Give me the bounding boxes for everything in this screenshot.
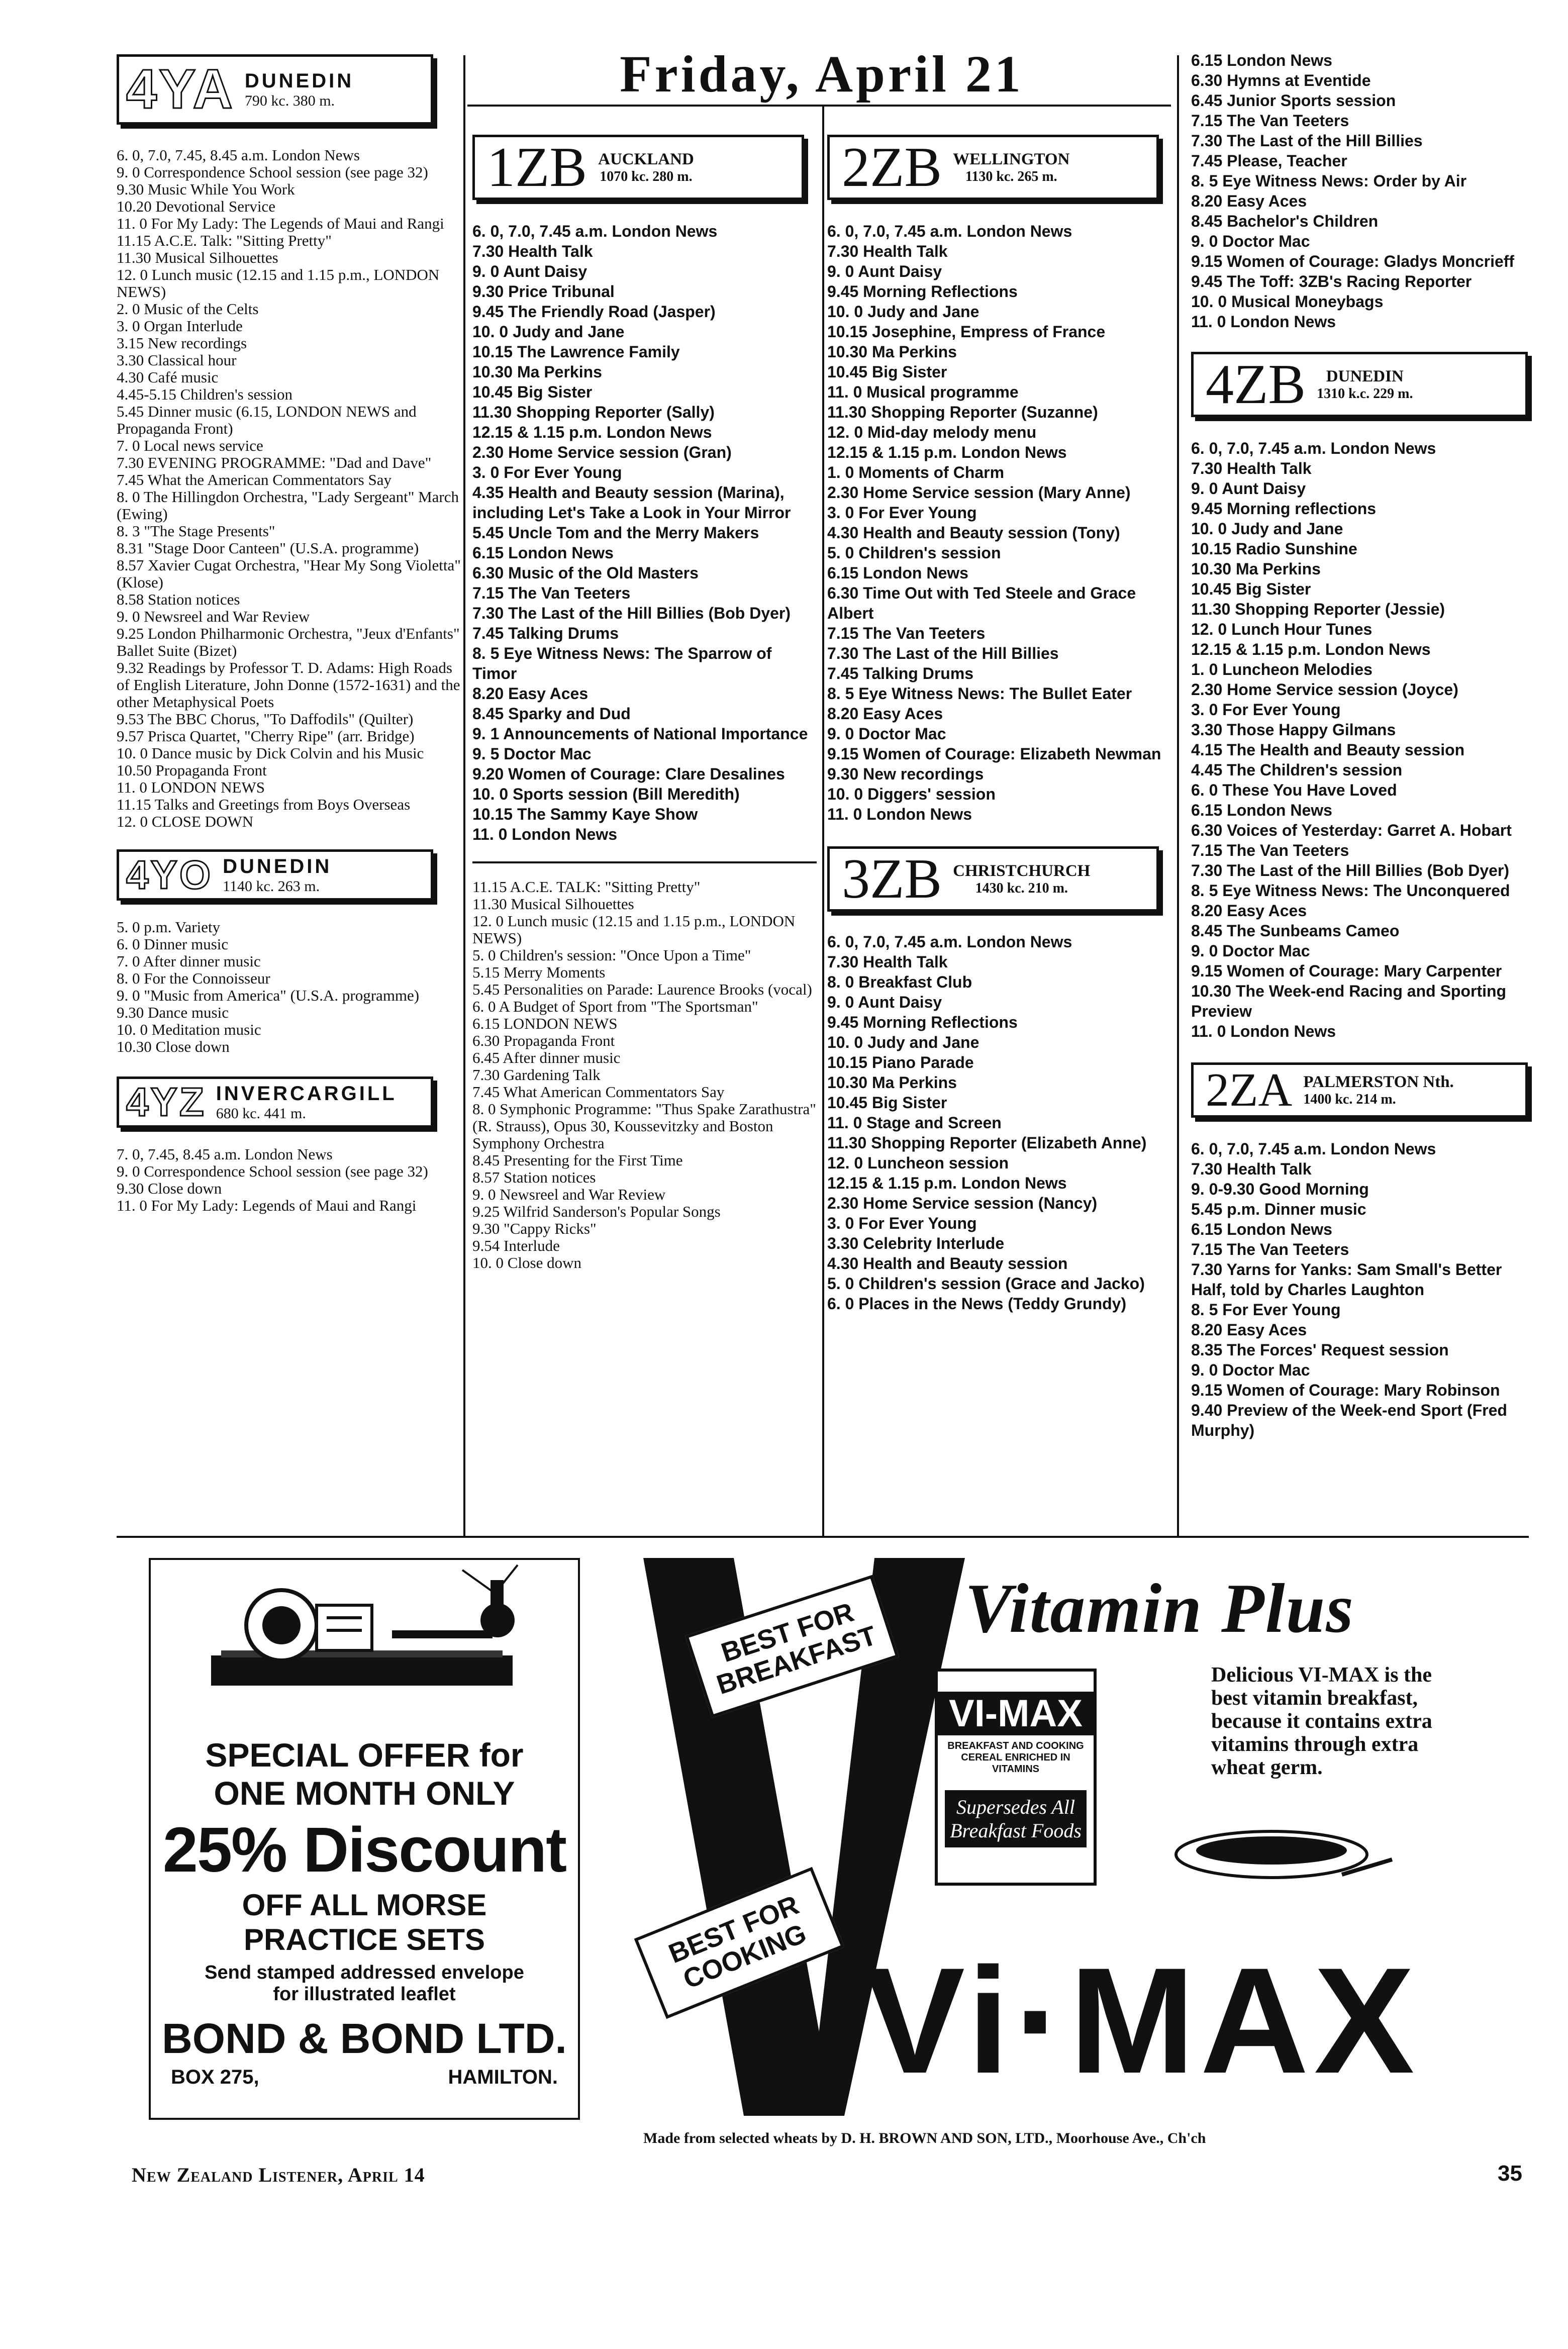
station-call: 4ZB <box>1206 353 1306 416</box>
program-item: 8. 5 Eye Witness News: The Unconquered <box>1191 882 1510 900</box>
program-item: 11.30 Musical Silhouettes <box>117 249 278 266</box>
column-2zb <box>827 135 1174 1314</box>
program-list-4zb <box>1191 438 1538 1041</box>
station-call: 2ZB <box>842 136 942 199</box>
program-item: 9.30 "Cappy Ricks" <box>472 1220 597 1237</box>
station-call: 1ZB <box>487 136 587 199</box>
program-item: 3. 0 For Ever Young <box>827 1214 977 1232</box>
program-item: 9.25 Wilfrid Sanderson's Popular Songs <box>472 1203 721 1220</box>
program-item: 5.45 p.m. Dinner music <box>1191 1200 1366 1218</box>
cereal-bowl-illustration <box>1171 1824 1397 1905</box>
program-item: 7.30 Gardening Talk <box>472 1066 601 1084</box>
program-item: 12. 0 CLOSE DOWN <box>117 813 254 830</box>
program-item: 10.20 Devotional Service <box>117 198 275 215</box>
program-item: 7.15 The Van Teeters <box>472 584 631 602</box>
program-item: 9. 0 Newsreel and War Review <box>472 1186 666 1203</box>
program-item: 6. 0, 7.0, 7.45 a.m. London News <box>472 222 718 240</box>
station-freq: 1430 kc. 210 m. <box>975 880 1068 896</box>
program-item: 10. 0 Judy and Jane <box>827 1033 979 1051</box>
program-item: 8.45 Sparky and Dud <box>472 705 631 723</box>
program-item: 10.15 The Lawrence Family <box>472 343 680 361</box>
program-list-2za <box>1191 1139 1538 1440</box>
program-item: 6. 0 Dinner music <box>117 935 229 953</box>
program-item: 11.30 Shopping Reporter (Elizabeth Anne) <box>827 1134 1147 1152</box>
program-item: 11. 0 LONDON NEWS <box>117 778 265 796</box>
program-item: 10. 0 Musical Moneybags <box>1191 292 1384 311</box>
program-item: 7.30 The Last of the Hill Billies (Bob Dyer) <box>472 604 791 622</box>
program-item: 7.15 The Van Teeters <box>1191 841 1349 859</box>
program-item: 6.15 London News <box>1191 1220 1332 1238</box>
program-item: 8.45 The Sunbeams Cameo <box>1191 922 1400 940</box>
station-city: DUNEDIN <box>1326 367 1404 385</box>
program-item: 12. 0 Lunch music (12.15 and 1.15 p.m., LONDON NEWS) <box>472 912 796 947</box>
program-item: 6. 0, 7.0, 7.45 a.m. London News <box>1191 1140 1436 1158</box>
box-script: Supersedes All Breakfast Foods <box>945 1790 1087 1847</box>
program-item: 2.30 Home Service session (Joyce) <box>1191 680 1458 699</box>
program-item: 10.45 Big Sister <box>827 363 947 381</box>
program-item: 12. 0 Lunch music (12.15 and 1.15 p.m., LONDON NEWS) <box>117 266 440 301</box>
program-item: 5.45 Dinner music (6.15, LONDON NEWS and Propaganda Front) <box>117 403 417 437</box>
program-item: 8.20 Easy Aces <box>1191 1321 1307 1339</box>
program-item: 9.45 Morning Reflections <box>827 1013 1018 1031</box>
program-item: 12.15 & 1.15 p.m. London News <box>1191 640 1431 658</box>
program-item: 8. 0 Breakfast Club <box>827 973 972 991</box>
program-item: 7.30 EVENING PROGRAMME: "Dad and Dave" <box>117 454 432 471</box>
program-list-2zb <box>827 221 1174 824</box>
program-item: 5. 0 Children's session <box>827 544 1001 562</box>
program-item: 7.15 The Van Teeters <box>1191 1240 1349 1258</box>
ad-discount: 25% Discount <box>162 1814 566 1885</box>
column-rule <box>822 106 824 1538</box>
program-item: 7.30 Health Talk <box>472 242 593 260</box>
program-item: 7.15 The Van Teeters <box>827 624 986 642</box>
program-item: 11.30 Shopping Reporter (Suzanne) <box>827 403 1098 421</box>
badge-cooking-text: BEST FOR COOKING <box>664 1890 811 1995</box>
program-item: 9. 0 "Music from America" (U.S.A. programme) <box>117 987 420 1004</box>
program-item: 9. 0 Doctor Mac <box>1191 232 1310 250</box>
program-item: 11.15 A.C.E. TALK: "Sitting Pretty" <box>472 878 701 896</box>
program-item: 9. 0 Correspondence School session (see page 32) <box>117 163 428 181</box>
program-item: 6.15 London News <box>1191 51 1332 69</box>
program-item: 10.30 Close down <box>117 1038 230 1055</box>
program-item: 7.45 What the American Commentators Say <box>117 471 391 488</box>
program-list-2zb-cont <box>1191 50 1538 332</box>
program-item: 10.45 Big Sister <box>1191 580 1311 598</box>
program-item: 10.30 Ma Perkins <box>827 1073 957 1092</box>
program-item: 6.15 London News <box>827 564 968 582</box>
program-item: 5.45 Uncle Tom and the Merry Makers <box>472 524 759 542</box>
program-item: 4.30 Health and Beauty session <box>827 1254 1068 1273</box>
section-rule <box>472 861 817 863</box>
program-item: 11.30 Shopping Reporter (Sally) <box>472 403 715 421</box>
column-4ya <box>117 54 463 1214</box>
station-freq: 1070 kc. 280 m. <box>600 168 693 184</box>
program-item: 7.30 The Last of the Hill Billies <box>1191 132 1423 150</box>
ad-line: for illustrated leaflet <box>273 1984 456 2005</box>
program-item: 7. 0, 7.45, 8.45 a.m. London News <box>117 1145 333 1163</box>
program-item: 3. 0 Organ Interlude <box>117 317 243 335</box>
program-item: 6.45 After dinner music <box>472 1049 621 1066</box>
title-rule <box>467 105 1171 107</box>
program-item: 11.15 A.C.E. Talk: "Sitting Pretty" <box>117 232 332 249</box>
morse-advertisement <box>149 1558 580 2120</box>
program-item: 10.30 The Week-end Racing and Sporting Preview <box>1191 982 1507 1020</box>
program-item: 8.35 The Forces' Request session <box>1191 1341 1449 1359</box>
station-header-4yz <box>117 1076 433 1128</box>
station-header-4zb <box>1191 352 1528 417</box>
program-item: 7.30 Health Talk <box>1191 1160 1312 1178</box>
program-item: 8.20 Easy Aces <box>1191 902 1307 920</box>
program-item: 7.30 Yarns for Yanks: Sam Small's Better Half, told by Charles Laughton <box>1191 1260 1502 1299</box>
program-item: 5.45 Personalities on Parade: Laurence Brooks (vocal) <box>472 981 812 998</box>
program-item: 4.30 Café music <box>117 368 219 386</box>
box-sub: BREAKFAST AND COOKING CEREAL ENRICHED IN VITAMINS <box>947 1740 1084 1775</box>
program-item: 6. 0 These You Have Loved <box>1191 781 1397 799</box>
station-header-2zb <box>827 135 1159 200</box>
program-item: 10.30 Ma Perkins <box>827 343 957 361</box>
box-brand: VI-MAX <box>938 1692 1094 1735</box>
program-item: 6.30 Time Out with Ted Steele and Grace Albert <box>827 584 1136 622</box>
program-list-1zb <box>472 221 817 844</box>
program-item: 10.15 Josephine, Empress of France <box>827 323 1106 341</box>
ad-copy: Delicious VI-MAX is the best vitamin breakfast, because it contains extra vitamins through extra wheat germ. <box>1211 1663 1432 1779</box>
program-list-4yo <box>117 919 463 1055</box>
program-item: 3. 0 For Ever Young <box>827 504 977 522</box>
program-item: 12. 0 Lunch Hour Tunes <box>1191 620 1373 638</box>
program-item: 8.45 Bachelor's Children <box>1191 212 1379 230</box>
program-item: 9. 0 Aunt Daisy <box>1191 479 1306 498</box>
program-item: 9. 0 Aunt Daisy <box>827 262 942 280</box>
ad-company: BOND & BOND LTD. <box>162 2015 567 2062</box>
program-item: 10. 0 Dance music by Dick Colvin and his Music <box>117 744 424 762</box>
station-header-3zb <box>827 846 1159 912</box>
program-item: 11. 0 London News <box>1191 1022 1336 1040</box>
program-item: 9. 0 Aunt Daisy <box>827 993 942 1011</box>
program-item: 10. 0 Judy and Jane <box>1191 520 1343 538</box>
program-item: 10. 0 Sports session (Bill Meredith) <box>472 785 740 803</box>
program-item: 9.45 The Friendly Road (Jasper) <box>472 303 716 321</box>
station-call: 4YO <box>126 852 213 897</box>
program-item: 7.30 Health Talk <box>1191 459 1312 477</box>
column-1zb <box>472 135 817 1271</box>
station-header-1zb <box>472 135 804 200</box>
program-list-4yz <box>117 1146 463 1214</box>
program-item: 6.15 LONDON NEWS <box>472 1015 618 1032</box>
cereal-box <box>935 1669 1097 1886</box>
program-item: 7.45 Talking Drums <box>472 624 619 642</box>
badge-breakfast-text: BEST FOR BREAKFAST <box>713 1597 880 1701</box>
program-item: 6. 0 Places in the News (Teddy Grundy) <box>827 1295 1127 1313</box>
program-item: 9.40 Preview of the Week-end Sport (Fred Murphy) <box>1191 1401 1507 1439</box>
program-item: 2. 0 Music of the Celts <box>117 300 259 318</box>
program-item: 6.30 Hymns at Eventide <box>1191 71 1371 89</box>
program-item: 5. 0 p.m. Variety <box>117 918 221 936</box>
program-item: 1. 0 Luncheon Melodies <box>1191 660 1373 678</box>
program-item: 9. 0 Correspondence School session (see page 32) <box>117 1162 428 1180</box>
program-item: 6.30 Music of the Old Masters <box>472 564 699 582</box>
program-item: 7. 0 After dinner music <box>117 952 261 970</box>
program-item: 2.30 Home Service session (Gran) <box>472 443 732 461</box>
program-item: 9.15 Women of Courage: Mary Robinson <box>1191 1381 1500 1399</box>
program-item: 6. 0, 7.0, 7.45 a.m. London News <box>827 933 1072 951</box>
program-item: 9.15 Women of Courage: Elizabeth Newman <box>827 745 1161 763</box>
program-item: 9.30 Price Tribunal <box>472 282 615 301</box>
program-item: 6. 0, 7.0, 7.45, 8.45 a.m. London News <box>117 146 360 164</box>
program-item: 9.25 London Philharmonic Orchestra, "Jeux d'Enfants" Ballet Suite (Bizet) <box>117 625 460 659</box>
program-item: 4.35 Health and Beauty session (Marina), including Let's Take a Look in Your Mirror <box>472 483 791 522</box>
program-item: 4.45-5.15 Children's session <box>117 385 293 403</box>
station-city: DUNEDIN <box>244 69 354 92</box>
program-item: 9.30 Dance music <box>117 1004 229 1021</box>
program-item: 11. 0 London News <box>1191 313 1336 331</box>
program-item: 7.45 Talking Drums <box>827 664 974 682</box>
program-item: 7.30 The Last of the Hill Billies <box>827 644 1059 662</box>
program-item: 7. 0 Local news service <box>117 437 263 454</box>
program-item: 8.45 Presenting for the First Time <box>472 1151 683 1169</box>
program-item: 1. 0 Moments of Charm <box>827 463 1005 481</box>
program-item: 3.30 Those Happy Gilmans <box>1191 721 1396 739</box>
program-item: 10. 0 Diggers' session <box>827 785 996 803</box>
program-item: 9.15 Women of Courage: Gladys Moncrieff <box>1191 252 1515 270</box>
program-item: 11. 0 For My Lady: The Legends of Maui and Rangi <box>117 215 444 232</box>
program-item: 6. 0, 7.0, 7.45 a.m. London News <box>827 222 1072 240</box>
program-item: 10.30 Ma Perkins <box>1191 560 1321 578</box>
program-item: 3.30 Celebrity Interlude <box>827 1234 1005 1252</box>
program-item: 6. 0, 7.0, 7.45 a.m. London News <box>1191 439 1436 457</box>
program-item: 10. 0 Judy and Jane <box>472 323 625 341</box>
program-item: 2.30 Home Service session (Nancy) <box>827 1194 1098 1212</box>
ad-line: PRACTICE SETS <box>243 1923 485 1956</box>
program-item: 9.32 Readings by Professor T. D. Adams: High Roads of English Literature, John Donne (1572-1631) and the other Metaphysical Poets <box>117 659 460 711</box>
ad-line: OFF ALL MORSE <box>242 1888 487 1922</box>
ad-town: HAMILTON. <box>448 2066 558 2088</box>
program-item: 6.45 Junior Sports session <box>1191 91 1396 110</box>
station-freq: 1310 k.c. 229 m. <box>1317 385 1413 402</box>
program-item: 9. 0 Doctor Mac <box>827 725 946 743</box>
program-item: 4.30 Health and Beauty session (Tony) <box>827 524 1120 542</box>
page-title: Friday, April 21 <box>620 45 1024 103</box>
program-item: 10.15 The Sammy Kaye Show <box>472 805 698 823</box>
station-header-4yo <box>117 849 433 901</box>
program-item: 9.30 Music While You Work <box>117 180 295 198</box>
program-item: 5. 0 Children's session (Grace and Jacko) <box>827 1275 1145 1293</box>
program-item: 10. 0 Meditation music <box>117 1021 261 1038</box>
program-item: 9.54 Interlude <box>472 1237 560 1254</box>
program-list-4ya-cont <box>472 878 817 1271</box>
publication-name: New Zealand Listener, April 14 <box>132 2164 425 2186</box>
program-item: 11.30 Shopping Reporter (Jessie) <box>1191 600 1445 618</box>
column-4zb <box>1191 50 1538 1440</box>
program-item: 9. 0-9.30 Good Morning <box>1191 1180 1369 1198</box>
program-item: 8. 5 For Ever Young <box>1191 1301 1341 1319</box>
program-item: 8. 0 Symphonic Programme: "Thus Spake Zarathustra" (R. Strauss), Opus 30, Koussevitzky and Boston Symphony Orchestra <box>472 1100 816 1152</box>
program-item: 4.45 The Children's session <box>1191 761 1403 779</box>
program-list-3zb <box>827 932 1174 1314</box>
program-item: 9.53 The BBC Chorus, "To Daffodils" (Quilter) <box>117 710 414 728</box>
program-item: 6. 0 A Budget of Sport from "The Sportsman" <box>472 998 758 1015</box>
station-city: AUCKLAND <box>598 150 694 168</box>
program-item: 8.20 Easy Aces <box>827 705 943 723</box>
program-item: 7.45 What American Commentators Say <box>472 1083 725 1101</box>
program-item: 5.15 Merry Moments <box>472 963 606 981</box>
program-item: 3. 0 For Ever Young <box>472 463 622 481</box>
program-item: 9.45 Morning Reflections <box>827 282 1018 301</box>
program-item: 8. 5 Eye Witness News: The Bullet Eater <box>827 684 1132 703</box>
program-item: 7.30 Health Talk <box>827 242 948 260</box>
program-item: 9. 0 Doctor Mac <box>1191 942 1310 960</box>
program-item: 11. 0 Stage and Screen <box>827 1114 1002 1132</box>
program-item: 9.57 Prisca Quartet, "Cherry Ripe" (arr. Bridge) <box>117 727 415 745</box>
station-header-4ya <box>117 54 433 125</box>
program-item: 11. 0 For My Lady: Legends of Maui and Rangi <box>117 1197 417 1214</box>
column-rule <box>463 55 465 1538</box>
column-rule <box>1177 55 1179 1538</box>
program-item: 9.30 New recordings <box>827 765 984 783</box>
program-item: 7.45 Please, Teacher <box>1191 152 1347 170</box>
station-call: 2ZA <box>1206 1064 1293 1116</box>
program-item: 6.30 Voices of Yesterday: Garret A. Hobart <box>1191 821 1512 839</box>
program-item: 10.15 Piano Parade <box>827 1053 974 1071</box>
program-item: 3.15 New recordings <box>117 334 247 352</box>
program-item: 10.45 Big Sister <box>827 1094 947 1112</box>
station-call: 4YZ <box>126 1080 206 1124</box>
station-freq: 1130 kc. 265 m. <box>965 168 1057 184</box>
program-item: 7.15 The Van Teeters <box>1191 112 1349 130</box>
ad-footer: Made from selected wheats by D. H. BROWN AND SON, LTD., Moorhouse Ave., Ch'ch <box>643 2130 1206 2146</box>
program-item: 8. 0 The Hillingdon Orchestra, "Lady Sergeant" March (Ewing) <box>117 488 459 523</box>
program-item: 7.30 The Last of the Hill Billies (Bob Dyer) <box>1191 861 1510 879</box>
station-city: CHRISTCHURCH <box>953 861 1091 880</box>
program-item: 8. 5 Eye Witness News: Order by Air <box>1191 172 1467 190</box>
station-city: DUNEDIN <box>223 855 332 877</box>
program-item: 10.15 Radio Sunshine <box>1191 540 1357 558</box>
ad-box: BOX 275, <box>171 2066 259 2088</box>
program-item: 11. 0 London News <box>472 825 618 843</box>
program-item: 4.15 The Health and Beauty session <box>1191 741 1465 759</box>
station-freq: 680 kc. 441 m. <box>216 1105 306 1122</box>
program-item: 8.57 Station notices <box>472 1168 596 1186</box>
program-item: 12.15 & 1.15 p.m. London News <box>827 1174 1067 1192</box>
program-item: 8.20 Easy Aces <box>472 684 589 703</box>
program-item: 8. 5 Eye Witness News: The Sparrow of Timor <box>472 644 772 682</box>
program-item: 8.58 Station notices <box>117 591 240 608</box>
ad-line: Send stamped addressed envelope <box>205 1962 524 1983</box>
program-item: 3.30 Classical hour <box>117 351 237 369</box>
station-freq: 1400 kc. 214 m. <box>1303 1091 1396 1107</box>
program-item: 10. 0 Close down <box>472 1254 581 1271</box>
program-item: 8.20 Easy Aces <box>1191 192 1307 210</box>
program-item: 5. 0 Children's session: "Once Upon a Time" <box>472 946 751 964</box>
program-item: 9.45 Morning reflections <box>1191 500 1377 518</box>
program-item: 10.50 Propaganda Front <box>117 761 267 779</box>
program-item: 9. 1 Announcements of National Importance <box>472 725 808 743</box>
vimax-logo: Vi·MAX <box>864 1936 1420 2105</box>
program-item: 11.15 Talks and Greetings from Boys Overseas <box>117 796 411 813</box>
program-item: 12.15 & 1.15 p.m. London News <box>827 443 1067 461</box>
program-item: 2.30 Home Service session (Mary Anne) <box>827 483 1131 502</box>
program-item: 9. 5 Doctor Mac <box>472 745 592 763</box>
page-rule <box>117 1536 1529 1538</box>
station-freq: 1140 kc. 263 m. <box>223 877 320 895</box>
program-item: 10.30 Ma Perkins <box>472 363 602 381</box>
station-city: PALMERSTON Nth. <box>1303 1072 1454 1091</box>
ad-address <box>151 2063 578 2089</box>
station-city: WELLINGTON <box>953 150 1070 168</box>
program-item: 9. 0 Newsreel and War Review <box>117 608 310 625</box>
program-item: 9.15 Women of Courage: Mary Carpenter <box>1191 962 1502 980</box>
station-header-2za <box>1191 1062 1528 1118</box>
program-item: 12. 0 Luncheon session <box>827 1154 1009 1172</box>
program-item: 9. 0 Doctor Mac <box>1191 1361 1310 1379</box>
program-item: 8. 3 "The Stage Presents" <box>117 522 275 540</box>
program-item: 6.30 Propaganda Front <box>472 1032 615 1049</box>
ad-headline: Vitamin Plus <box>965 1570 1354 1647</box>
program-item: 11.30 Musical Silhouettes <box>472 895 634 913</box>
page-number: 35 <box>1498 2161 1522 2186</box>
program-list-4ya <box>117 147 463 830</box>
program-item: 12.15 & 1.15 p.m. London News <box>472 423 712 441</box>
program-item: 10.45 Big Sister <box>472 383 593 401</box>
program-item: 9. 0 Aunt Daisy <box>472 262 587 280</box>
program-item: 8.57 Xavier Cugat Orchestra, "Hear My Song Violetta" (Klose) <box>117 556 461 591</box>
program-item: 8.31 "Stage Door Canteen" (U.S.A. programme) <box>117 539 419 557</box>
station-freq: 790 kc. 380 m. <box>244 92 335 109</box>
program-item: 11. 0 London News <box>827 805 972 823</box>
program-item: 10. 0 Judy and Jane <box>827 303 979 321</box>
station-call: 3ZB <box>842 848 942 910</box>
program-item: 12. 0 Mid-day melody menu <box>827 423 1037 441</box>
program-item: 9.20 Women of Courage: Clare Desalines <box>472 765 785 783</box>
program-item: 9.45 The Toff: 3ZB's Racing Reporter <box>1191 272 1472 290</box>
program-item: 9.30 Close down <box>117 1180 222 1197</box>
program-item: 6.15 London News <box>1191 801 1332 819</box>
program-item: 6.15 London News <box>472 544 614 562</box>
program-item: 3. 0 For Ever Young <box>1191 701 1341 719</box>
ad-line: SPECIAL OFFER for <box>205 1736 524 1774</box>
morse-key-illustration <box>151 1560 573 1726</box>
program-item: 8. 0 For the Connoisseur <box>117 969 270 987</box>
station-call: 4YA <box>126 58 235 120</box>
station-city: INVERCARGILL <box>216 1082 397 1105</box>
vimax-advertisement <box>643 1558 1473 2166</box>
ad-line: ONE MONTH ONLY <box>214 1775 515 1812</box>
program-item: 7.30 Health Talk <box>827 953 948 971</box>
program-item: 11. 0 Musical programme <box>827 383 1019 401</box>
